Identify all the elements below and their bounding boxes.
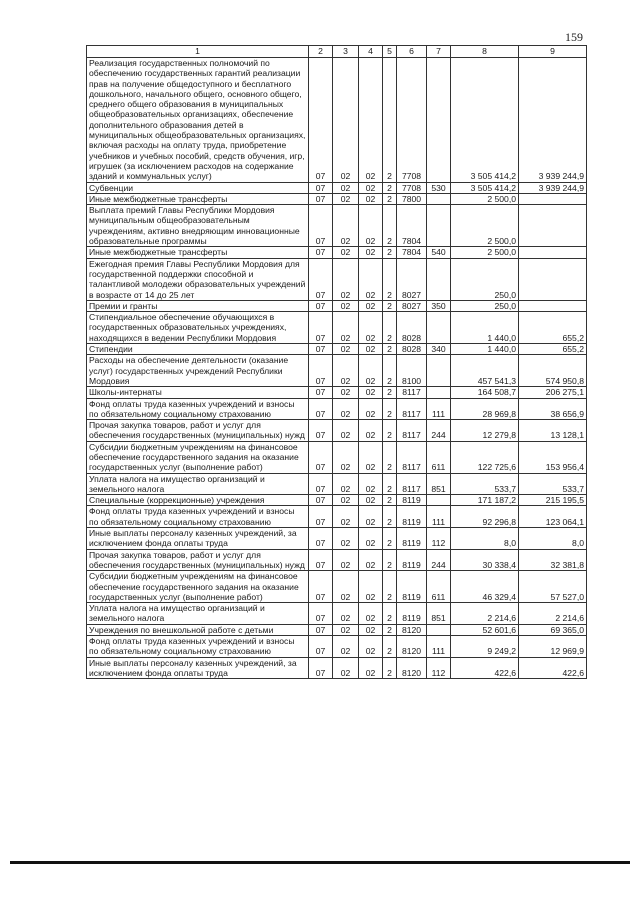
code-cell-3: 02 [333,387,359,398]
code-cell-4: 02 [359,300,383,311]
amount-cell-8: 171 187,2 [451,495,519,506]
amount-cell-9: 2 214,6 [519,603,587,625]
code-cell-7 [427,312,451,344]
code-cell-4: 02 [359,193,383,204]
code-cell-5: 2 [383,495,397,506]
code-cell-6: 8119 [397,549,427,571]
code-cell-3: 02 [333,300,359,311]
row-name-cell: Субвенции [87,182,309,193]
amount-cell-8: 2 214,6 [451,603,519,625]
table-row [87,355,587,387]
amount-cell-9: 57 527,0 [519,571,587,603]
table-row [87,58,587,183]
code-cell-2: 07 [309,603,333,625]
code-cell-2: 07 [309,247,333,258]
code-cell-6: 8117 [397,398,427,420]
code-cell-6: 8119 [397,528,427,550]
amount-cell-9 [519,247,587,258]
code-cell-2: 07 [309,193,333,204]
row-name-cell: Фонд оплаты труда казенных учреждений и взносы по обязательному социальному страхованию [87,636,309,658]
bottom-rule [10,861,630,864]
code-cell-4: 02 [359,657,383,679]
row-name-cell: Выплата премий Главы Республики Мордовия муниципальным общеобразовательным учреждениям, активно внедряющим инновационные образовательные программы [87,205,309,247]
code-cell-3: 02 [333,205,359,247]
code-cell-3: 02 [333,441,359,473]
code-cell-5: 2 [383,624,397,635]
header-cell-1: 1 [87,46,309,58]
amount-cell-9 [519,300,587,311]
code-cell-5: 2 [383,549,397,571]
code-cell-5: 2 [383,657,397,679]
budget-table [86,45,587,679]
amount-cell-9: 655,2 [519,312,587,344]
table-row [87,506,587,528]
table-row [87,603,587,625]
code-cell-7: 111 [427,506,451,528]
table-row [87,344,587,355]
code-cell-6: 8117 [397,387,427,398]
code-cell-7: 111 [427,636,451,658]
row-name-cell: Учреждения по внешкольной работе с детьми [87,624,309,635]
code-cell-2: 07 [309,506,333,528]
row-name-cell: Субсидии бюджетным учреждениям на финансовое обеспечение государственного задания на оказание государственных услуг (выполнение работ) [87,441,309,473]
amount-cell-9: 533,7 [519,473,587,495]
code-cell-2: 07 [309,571,333,603]
code-cell-2: 07 [309,549,333,571]
table-row [87,398,587,420]
code-cell-2: 07 [309,182,333,193]
table-row [87,300,587,311]
code-cell-4: 02 [359,355,383,387]
code-cell-6: 8119 [397,495,427,506]
row-name-cell: Уплата налога на имущество организаций и земельного налога [87,473,309,495]
code-cell-7: 530 [427,182,451,193]
amount-cell-9: 8,0 [519,528,587,550]
amount-cell-9: 3 939 244,9 [519,58,587,183]
amount-cell-8: 2 500,0 [451,247,519,258]
code-cell-7 [427,624,451,635]
header-row [87,46,587,58]
code-cell-6: 7708 [397,182,427,193]
code-cell-5: 2 [383,571,397,603]
amount-cell-9: 422,6 [519,657,587,679]
table-row [87,205,587,247]
code-cell-6: 8120 [397,636,427,658]
row-name-cell: Расходы на обеспечение деятельности (оказание услуг) государственных учреждений Республики Мордовия [87,355,309,387]
row-name-cell: Уплата налога на имущество организаций и земельного налога [87,603,309,625]
amount-cell-9: 32 381,8 [519,549,587,571]
code-cell-4: 02 [359,398,383,420]
code-cell-6: 8117 [397,441,427,473]
row-name-cell: Иные межбюджетные трансферты [87,247,309,258]
code-cell-3: 02 [333,624,359,635]
amount-cell-9: 38 656,9 [519,398,587,420]
row-name-cell: Иные выплаты персоналу казенных учреждений, за исключением фонда оплаты труда [87,657,309,679]
row-name-cell: Иные выплаты персоналу казенных учреждений, за исключением фонда оплаты труда [87,528,309,550]
table-row [87,528,587,550]
code-cell-7: 111 [427,398,451,420]
code-cell-2: 07 [309,205,333,247]
code-cell-6: 7800 [397,193,427,204]
amount-cell-8: 8,0 [451,528,519,550]
header-cell-8: 8 [451,46,519,58]
amount-cell-9: 655,2 [519,344,587,355]
code-cell-7: 611 [427,441,451,473]
code-cell-5: 2 [383,193,397,204]
amount-cell-9 [519,205,587,247]
code-cell-2: 07 [309,636,333,658]
code-cell-3: 02 [333,506,359,528]
table-row [87,247,587,258]
code-cell-3: 02 [333,495,359,506]
amount-cell-9: 69 365,0 [519,624,587,635]
code-cell-6: 8028 [397,344,427,355]
code-cell-5: 2 [383,58,397,183]
amount-cell-8: 28 969,8 [451,398,519,420]
code-cell-5: 2 [383,398,397,420]
header-cell-6: 6 [397,46,427,58]
code-cell-3: 02 [333,636,359,658]
code-cell-3: 02 [333,603,359,625]
code-cell-4: 02 [359,636,383,658]
header-cell-2: 2 [309,46,333,58]
code-cell-7: 244 [427,549,451,571]
code-cell-3: 02 [333,312,359,344]
amount-cell-9: 206 275,1 [519,387,587,398]
code-cell-4: 02 [359,344,383,355]
code-cell-4: 02 [359,312,383,344]
amount-cell-9: 13 128,1 [519,420,587,442]
amount-cell-8: 250,0 [451,300,519,311]
amount-cell-8: 164 508,7 [451,387,519,398]
code-cell-2: 07 [309,398,333,420]
table-row [87,549,587,571]
code-cell-3: 02 [333,549,359,571]
code-cell-4: 02 [359,182,383,193]
code-cell-2: 07 [309,300,333,311]
code-cell-7 [427,387,451,398]
code-cell-5: 2 [383,441,397,473]
table-row [87,312,587,344]
header-cell-4: 4 [359,46,383,58]
code-cell-3: 02 [333,258,359,300]
code-cell-6: 8119 [397,506,427,528]
code-cell-4: 02 [359,58,383,183]
code-cell-3: 02 [333,473,359,495]
amount-cell-8: 2 500,0 [451,193,519,204]
code-cell-6: 8117 [397,473,427,495]
code-cell-3: 02 [333,344,359,355]
table-row [87,473,587,495]
code-cell-5: 2 [383,300,397,311]
code-cell-7: 340 [427,344,451,355]
code-cell-4: 02 [359,205,383,247]
code-cell-3: 02 [333,398,359,420]
amount-cell-8: 3 505 414,2 [451,58,519,183]
row-name-cell: Прочая закупка товаров, работ и услуг для обеспечения государственных (муниципальных) нужд [87,420,309,442]
code-cell-6: 7804 [397,247,427,258]
row-name-cell: Реализация государственных полномочий по обеспечению государственных гарантий реализации прав на получение общедоступного и бесплатного дошкольного, начального общего, основного общего, среднего общего образования в муниципальных общеобразовательных организациях, обеспечение дополнительного образования детей в муниципальных общеобразовательных организациях, включая расходы на оплату труда, приобретение учебников и учебных пособий, средств обучения, игр, игрушек (за исключением расходов на содержание зданий и коммунальных услуг) [87,58,309,183]
amount-cell-9: 3 939 244,9 [519,182,587,193]
code-cell-4: 02 [359,387,383,398]
code-cell-3: 02 [333,182,359,193]
code-cell-3: 02 [333,657,359,679]
amount-cell-9: 215 195,5 [519,495,587,506]
amount-cell-8: 12 279,8 [451,420,519,442]
code-cell-7 [427,205,451,247]
code-cell-6: 7804 [397,205,427,247]
amount-cell-8: 457 541,3 [451,355,519,387]
code-cell-5: 2 [383,355,397,387]
code-cell-5: 2 [383,473,397,495]
row-name-cell: Фонд оплаты труда казенных учреждений и взносы по обязательному социальному страхованию [87,398,309,420]
code-cell-6: 8119 [397,603,427,625]
code-cell-5: 2 [383,344,397,355]
page-number: 159 [565,30,583,44]
row-name-cell: Ежегодная премия Главы Республики Мордовия для государственной поддержки способной и талантливой молодежи образовательных учреждений в возрасте от 14 до 25 лет [87,258,309,300]
amount-cell-8: 1 440,0 [451,344,519,355]
code-cell-3: 02 [333,420,359,442]
amount-cell-8: 3 505 414,2 [451,182,519,193]
code-cell-7: 851 [427,603,451,625]
code-cell-2: 07 [309,495,333,506]
code-cell-5: 2 [383,247,397,258]
table-row [87,571,587,603]
code-cell-2: 07 [309,420,333,442]
code-cell-5: 2 [383,258,397,300]
amount-cell-8: 2 500,0 [451,205,519,247]
code-cell-4: 02 [359,247,383,258]
code-cell-4: 02 [359,495,383,506]
code-cell-7: 611 [427,571,451,603]
amount-cell-9 [519,258,587,300]
code-cell-2: 07 [309,624,333,635]
code-cell-3: 02 [333,571,359,603]
code-cell-3: 02 [333,355,359,387]
row-name-cell: Фонд оплаты труда казенных учреждений и взносы по обязательному социальному страхованию [87,506,309,528]
code-cell-6: 8027 [397,300,427,311]
amount-cell-9: 574 950,8 [519,355,587,387]
table-row [87,182,587,193]
code-cell-4: 02 [359,506,383,528]
table-row [87,258,587,300]
code-cell-3: 02 [333,193,359,204]
amount-cell-9: 123 064,1 [519,506,587,528]
header-cell-5: 5 [383,46,397,58]
code-cell-4: 02 [359,420,383,442]
amount-cell-8: 422,6 [451,657,519,679]
code-cell-3: 02 [333,528,359,550]
row-name-cell: Премии и гранты [87,300,309,311]
amount-cell-8: 533,7 [451,473,519,495]
amount-cell-8: 122 725,6 [451,441,519,473]
code-cell-6: 8120 [397,657,427,679]
table-row [87,495,587,506]
table-row [87,420,587,442]
code-cell-5: 2 [383,312,397,344]
table-body [87,58,587,679]
row-name-cell: Специальные (коррекционные) учреждения [87,495,309,506]
code-cell-6: 8027 [397,258,427,300]
table-row [87,441,587,473]
code-cell-5: 2 [383,636,397,658]
code-cell-2: 07 [309,344,333,355]
code-cell-7 [427,355,451,387]
amount-cell-8: 30 338,4 [451,549,519,571]
amount-cell-8: 52 601,6 [451,624,519,635]
code-cell-2: 07 [309,473,333,495]
code-cell-6: 8120 [397,624,427,635]
code-cell-7: 350 [427,300,451,311]
code-cell-2: 07 [309,355,333,387]
amount-cell-8: 250,0 [451,258,519,300]
code-cell-4: 02 [359,258,383,300]
code-cell-7 [427,495,451,506]
amount-cell-9: 153 956,4 [519,441,587,473]
code-cell-4: 02 [359,603,383,625]
code-cell-5: 2 [383,506,397,528]
amount-cell-9 [519,193,587,204]
code-cell-5: 2 [383,387,397,398]
table-row [87,387,587,398]
amount-cell-8: 92 296,8 [451,506,519,528]
code-cell-5: 2 [383,528,397,550]
code-cell-4: 02 [359,571,383,603]
code-cell-2: 07 [309,58,333,183]
code-cell-4: 02 [359,549,383,571]
table-row [87,657,587,679]
code-cell-6: 8100 [397,355,427,387]
code-cell-7: 112 [427,528,451,550]
code-cell-3: 02 [333,247,359,258]
row-name-cell: Стипендиальное обеспечение обучающихся в государственных образовательных учреждениях, находящихся в ведении Республики Мордовия [87,312,309,344]
code-cell-6: 7708 [397,58,427,183]
code-cell-5: 2 [383,603,397,625]
code-cell-7: 112 [427,657,451,679]
amount-cell-8: 9 249,2 [451,636,519,658]
row-name-cell: Иные межбюджетные трансферты [87,193,309,204]
code-cell-5: 2 [383,182,397,193]
row-name-cell: Прочая закупка товаров, работ и услуг для обеспечения государственных (муниципальных) нужд [87,549,309,571]
code-cell-2: 07 [309,657,333,679]
row-name-cell: Школы-интернаты [87,387,309,398]
table-row [87,193,587,204]
code-cell-5: 2 [383,205,397,247]
amount-cell-8: 1 440,0 [451,312,519,344]
code-cell-7: 851 [427,473,451,495]
code-cell-7 [427,58,451,183]
amount-cell-8: 46 329,4 [451,571,519,603]
code-cell-2: 07 [309,387,333,398]
code-cell-7 [427,258,451,300]
header-cell-3: 3 [333,46,359,58]
code-cell-2: 07 [309,441,333,473]
code-cell-4: 02 [359,441,383,473]
code-cell-6: 8119 [397,571,427,603]
row-name-cell: Субсидии бюджетным учреждениям на финансовое обеспечение государственного задания на оказание государственных услуг (выполнение работ) [87,571,309,603]
code-cell-2: 07 [309,258,333,300]
amount-cell-9: 12 969,9 [519,636,587,658]
code-cell-2: 07 [309,312,333,344]
code-cell-2: 07 [309,528,333,550]
header-cell-7: 7 [427,46,451,58]
code-cell-4: 02 [359,624,383,635]
code-cell-6: 8117 [397,420,427,442]
code-cell-6: 8028 [397,312,427,344]
row-name-cell: Стипендии [87,344,309,355]
header-cell-9: 9 [519,46,587,58]
code-cell-5: 2 [383,420,397,442]
code-cell-7: 540 [427,247,451,258]
code-cell-7: 244 [427,420,451,442]
code-cell-3: 02 [333,58,359,183]
table-row [87,624,587,635]
code-cell-7 [427,193,451,204]
code-cell-4: 02 [359,528,383,550]
code-cell-4: 02 [359,473,383,495]
table-row [87,636,587,658]
